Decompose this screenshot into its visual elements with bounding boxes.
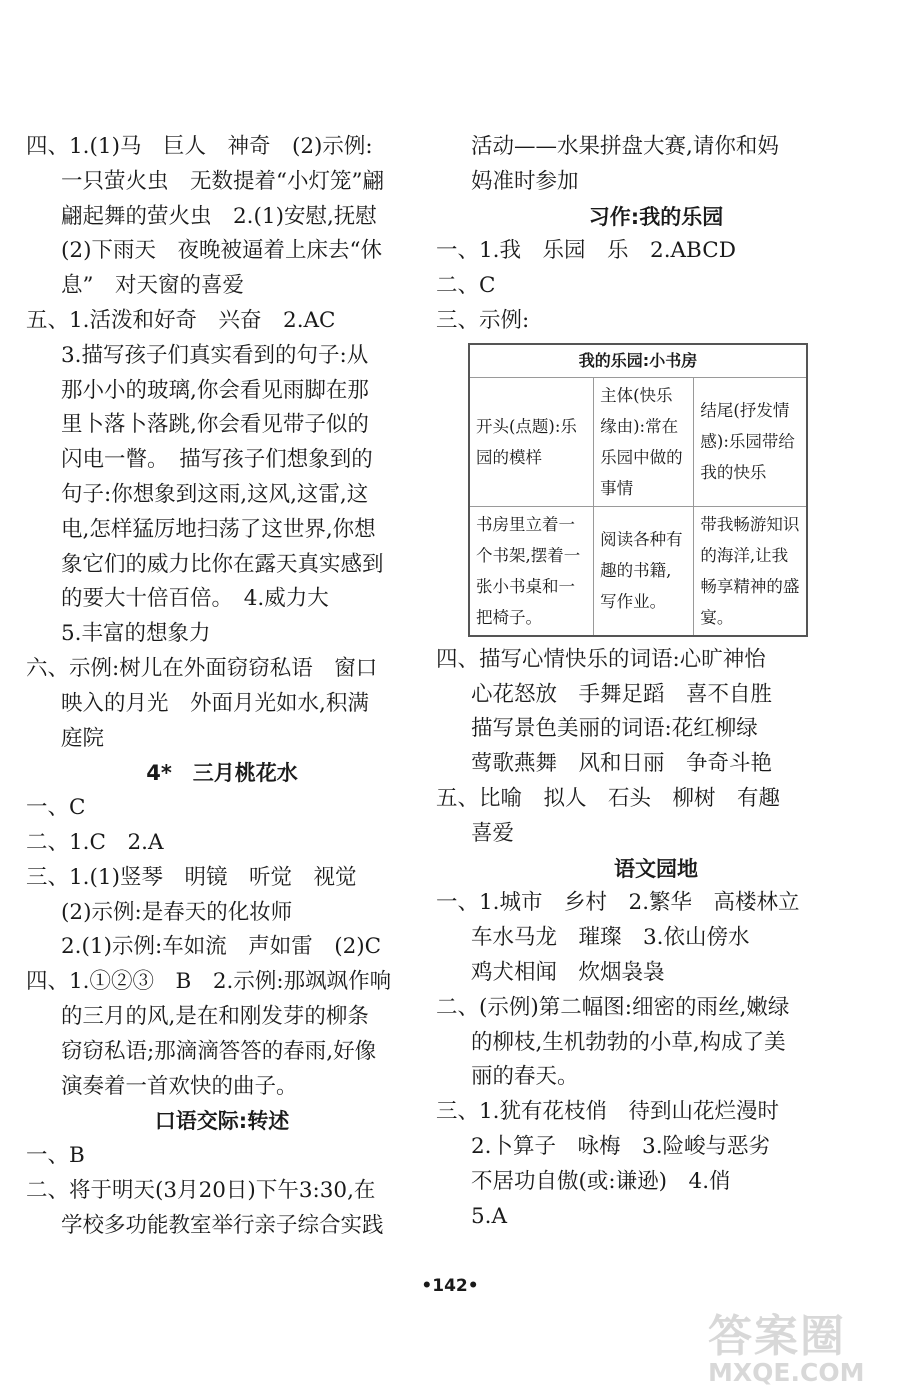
answer-line: (2)下雨天 夜晚被逼着上床去“休 xyxy=(61,238,382,264)
answer-line: 一、C xyxy=(26,795,86,821)
table-row xyxy=(469,377,807,506)
right-column xyxy=(436,130,876,1234)
answer-line: 一、1.我 乐园 乐 2.ABCD xyxy=(436,238,736,264)
right-top-lines xyxy=(436,130,876,339)
answer-line: 里卜落卜落跳,你会看见带子似的 xyxy=(61,412,369,438)
answer-line: 心花怒放 手舞足蹈 喜不自胜 xyxy=(471,681,773,707)
answer-line: 莺歌燕舞 风和日丽 争奇斗艳 xyxy=(471,751,773,777)
answer-line: 3.描写孩子们真实看到的句子:从 xyxy=(61,342,369,368)
answer-line: 窃窃私语;那滴滴答答的春雨,好像 xyxy=(61,1038,377,1064)
answer-line: 息” 对天窗的喜爱 xyxy=(61,273,244,299)
answer-line: 那小小的玻璃,你会看见雨脚在那 xyxy=(61,377,369,403)
table-cell: 结尾(抒发情感):乐园带给我的快乐 xyxy=(694,377,807,506)
answer-line: 喜爱 xyxy=(471,820,515,846)
answer-line: 四、1.①②③ B 2.示例:那飒飒作响 xyxy=(26,969,392,995)
left-column xyxy=(26,130,418,1244)
answer-line: 学校多功能教室举行亲子综合实践 xyxy=(61,1212,384,1238)
section-title: 习作:我的乐园 xyxy=(588,204,724,229)
answer-line: 翩起舞的萤火虫 2.(1)安慰,抚慰 xyxy=(61,203,377,229)
answer-line: 车水马龙 璀璨 3.依山傍水 xyxy=(471,925,750,951)
answer-line: 五、比喻 拟人 石头 柳树 有趣 xyxy=(436,785,781,811)
right-bottom-lines xyxy=(436,643,876,1235)
answer-line: 三、1.(1)竖琴 明镜 听觉 视觉 xyxy=(26,864,357,890)
answer-line: 三、1.犹有花枝俏 待到山花烂漫时 xyxy=(436,1099,780,1125)
table-row xyxy=(469,506,807,636)
watermark-logo xyxy=(708,1300,888,1387)
table-title: 我的乐园:小书房 xyxy=(469,344,807,378)
section-title: 4* 三月桃花水 xyxy=(146,761,298,786)
answer-line: 二、1.C 2.A xyxy=(26,829,164,855)
answer-line: 句子:你想象到这雨,这风,这雷,这 xyxy=(61,481,369,507)
answer-line: 六、示例:树儿在外面窃窃私语 窗口 xyxy=(26,655,378,681)
table-cell: 书房里立着一个书架,摆着一张小书桌和一把椅子。 xyxy=(469,506,594,636)
answer-line: 丽的春天。 xyxy=(471,1064,579,1090)
table-cell: 阅读各种有趣的书籍,写作业。 xyxy=(594,506,694,636)
answer-line: 演奏着一首欢快的曲子。 xyxy=(61,1073,298,1099)
answer-line: 四、1.(1)马 巨人 神奇 (2)示例: xyxy=(26,134,373,159)
answer-line: 的要大十倍百倍。 4.威力大 xyxy=(61,586,329,612)
answer-line: 不居功自傲(或:谦逊) 4.俏 xyxy=(471,1168,731,1194)
table-cell: 开头(点题):乐园的模样 xyxy=(469,377,594,506)
answer-line: 四、描写心情快乐的词语:心旷神怡 xyxy=(436,646,766,672)
answer-line: 象它们的威力比你在露天真实感到 xyxy=(61,551,384,577)
answer-line: 电,怎样猛厉地扫荡了这世界,你想 xyxy=(61,516,376,542)
answer-line: 活动——水果拼盘大赛,请你和妈 xyxy=(471,134,779,159)
section-title: 语文园地 xyxy=(614,856,698,881)
answer-line: 妈准时参加 xyxy=(471,168,579,194)
table-cell: 主体(快乐缘由):常在乐园中做的事情 xyxy=(594,377,694,506)
answer-line: 一、1.城市 乡村 2.繁华 高楼林立 xyxy=(436,890,800,916)
table-cell: 带我畅游知识的海洋,让我畅享精神的盛宴。 xyxy=(694,506,807,636)
answer-line: 映入的月光 外面月光如水,积满 xyxy=(61,690,369,716)
answer-line: 5.A xyxy=(471,1203,508,1229)
section-title: 口语交际:转述 xyxy=(154,1109,290,1134)
answer-line: 一、B xyxy=(26,1143,85,1169)
answer-line: 的三月的风,是在和刚发芽的柳条 xyxy=(61,1003,369,1029)
watermark-top: 答案圈 xyxy=(708,1311,846,1362)
answer-line: 闪电一瞥。 描写孩子们想象到的 xyxy=(61,447,373,473)
answer-line: 2.卜算子 咏梅 3.险峻与恶劣 xyxy=(471,1133,771,1159)
answer-line: (2)示例:是春天的化妆师 xyxy=(61,899,293,925)
answer-line: 鸡犬相闻 炊烟袅袅 xyxy=(471,959,665,985)
answer-line: 二、将于明天(3月20日)下午3:30,在 xyxy=(26,1177,376,1203)
answer-line: 的柳枝,生机勃勃的小草,构成了美 xyxy=(471,1029,786,1055)
answer-line: 二、C xyxy=(436,273,496,299)
answer-line: 二、(示例)第二幅图:细密的雨丝,嫩绿 xyxy=(436,994,790,1020)
answer-line: 一只萤火虫 无数提着“小灯笼”翩 xyxy=(61,168,384,194)
answer-line: 五、1.活泼和好奇 兴奋 2.AC xyxy=(26,307,336,333)
answer-line: 5.丰富的想象力 xyxy=(61,621,211,647)
page-number: •142• xyxy=(421,1276,479,1296)
answer-line: 描写景色美丽的词语:花红柳绿 xyxy=(471,716,758,742)
answer-line: 2.(1)示例:车如流 声如雷 (2)C xyxy=(61,934,382,960)
watermark-bottom: MXQE.COM xyxy=(708,1358,865,1387)
paradise-table xyxy=(468,343,808,637)
answer-line: 三、示例: xyxy=(436,307,530,333)
answer-line: 庭院 xyxy=(61,725,105,751)
